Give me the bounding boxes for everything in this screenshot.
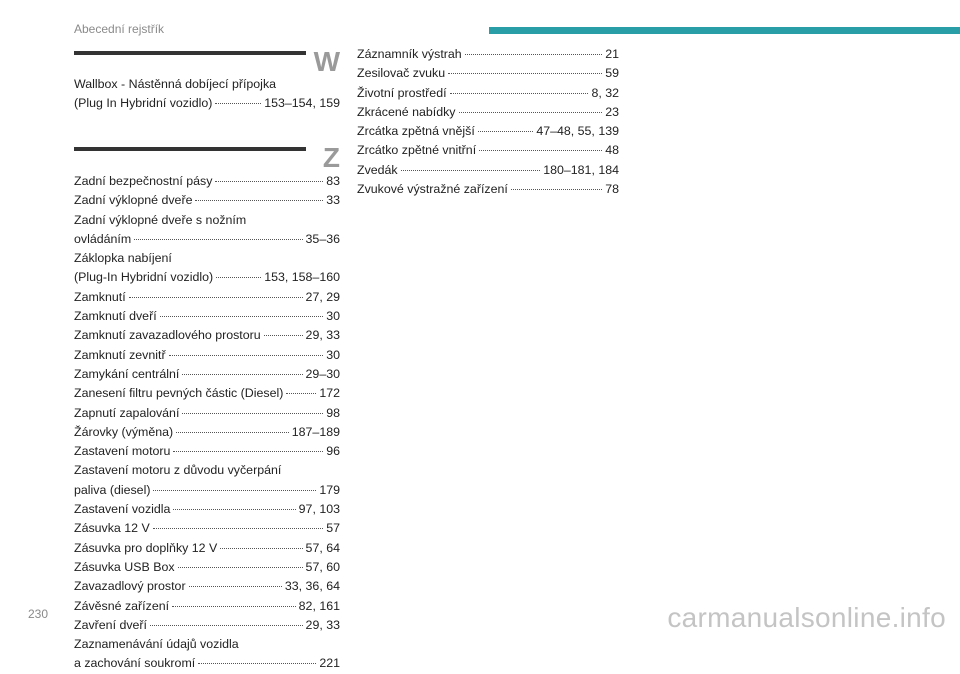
entry-text-line: Zastavení motoru z důvodu vyčerpání — [74, 463, 282, 478]
entry-last-line — [74, 326, 340, 345]
entry-term: (Plug-In Hybridní vozidlo) — [74, 270, 214, 285]
entry-last-line — [74, 442, 340, 461]
entry-term: Zavazadlový prostor — [74, 579, 186, 594]
entry-last-line — [74, 519, 340, 538]
entry-last-line — [74, 172, 340, 191]
entry-term: Zásuvka USB Box — [74, 559, 175, 574]
entry-term: Zastavení vozidla — [74, 502, 171, 517]
dot-leader — [479, 150, 602, 151]
dot-leader — [134, 239, 302, 240]
index-entry — [74, 191, 340, 210]
entry-last-line — [74, 481, 340, 500]
entry-pages: 83 — [326, 174, 340, 188]
dot-leader — [182, 413, 323, 414]
dot-leader — [176, 432, 289, 433]
entry-pages: 153–154, 159 — [264, 96, 340, 111]
entry-term: Zásuvka 12 V — [74, 521, 150, 536]
entry-pages: 153, 158–160 — [264, 270, 340, 285]
entry-last-line — [74, 191, 340, 210]
dot-leader — [182, 374, 302, 375]
entry-last-line — [74, 288, 340, 307]
dot-leader — [286, 393, 316, 394]
entry-term: Zapnutí zapalování — [74, 405, 180, 420]
entry-last-line — [74, 423, 340, 442]
entry-last-line — [357, 103, 619, 122]
entry-pages: 48 — [605, 143, 619, 158]
index-entry — [357, 64, 619, 83]
dot-leader — [220, 548, 302, 549]
dot-leader — [160, 316, 324, 317]
index-entry — [357, 161, 619, 180]
index-entry — [74, 577, 340, 596]
running-header-title: Abecední rejstřík — [74, 22, 165, 36]
section-rule — [74, 51, 306, 55]
entry-pages: 78 — [605, 182, 619, 197]
entry-term: Zamykání centrální — [74, 366, 180, 381]
entry-last-line — [357, 64, 619, 83]
entry-pages: 33 — [326, 193, 340, 208]
entry-last-line — [74, 268, 340, 287]
dot-leader — [401, 170, 541, 171]
entry-term: Závěsné zařízení — [74, 598, 170, 613]
dot-leader — [465, 54, 603, 55]
entry-last-line — [357, 161, 619, 180]
index-entry — [74, 346, 340, 365]
entry-last-line — [74, 616, 340, 635]
section-rule — [74, 147, 306, 151]
entry-pages: 179 — [319, 482, 340, 497]
entry-pages: 187–189 — [291, 424, 340, 439]
index-entry — [74, 211, 340, 250]
index-entry — [357, 180, 619, 199]
entry-pages: 57, 64 — [305, 540, 340, 555]
section-z-heading — [74, 142, 340, 175]
dot-leader — [478, 131, 534, 132]
index-entry — [74, 423, 340, 442]
index-entry — [357, 141, 619, 160]
entry-last-line — [74, 539, 340, 558]
dot-leader — [173, 451, 323, 452]
index-entry — [357, 103, 619, 122]
entry-last-line — [357, 180, 619, 199]
entry-pages: 180–181, 184 — [543, 162, 619, 177]
entry-last-line — [74, 307, 340, 326]
header-accent-bar — [489, 27, 960, 34]
section-z-entries — [74, 172, 340, 674]
dot-leader — [150, 625, 303, 626]
entry-pages: 172 — [319, 386, 340, 401]
entry-text-line: Zaznamenávání údajů vozidla — [74, 637, 239, 652]
entry-text-line: Záklopka nabíjení — [74, 251, 172, 266]
entry-pages: 29–30 — [305, 366, 340, 381]
entry-last-line — [357, 122, 619, 141]
entry-pages: 23 — [605, 104, 619, 119]
entry-pages: 27, 29 — [305, 289, 340, 304]
entry-last-line — [74, 346, 340, 365]
entry-last-line — [357, 141, 619, 160]
entry-term: Záznamník výstrah — [357, 47, 462, 61]
entry-pages: 29, 33 — [305, 617, 340, 632]
entry-term: Zrcátko zpětné vnitřní — [357, 143, 477, 158]
entry-pages: 221 — [319, 656, 340, 671]
index-entry — [74, 307, 340, 326]
index-entry — [74, 384, 340, 403]
index-entry — [74, 461, 340, 500]
dot-leader — [216, 277, 261, 278]
entry-term: (Plug In Hybridní vozidlo) — [74, 96, 213, 111]
entry-last-line — [74, 654, 340, 673]
index-entry — [74, 519, 340, 538]
entry-term: Zamknutí zevnitř — [74, 347, 166, 362]
dot-leader — [129, 297, 303, 298]
entry-last-line — [357, 45, 619, 64]
dot-leader — [195, 200, 323, 201]
entry-last-line — [74, 558, 340, 577]
dot-leader — [511, 189, 602, 190]
entry-term: Zrcátka zpětná vnější — [357, 124, 475, 139]
index-entry — [74, 249, 340, 288]
entry-last-line — [74, 597, 340, 616]
entry-last-line — [74, 500, 340, 519]
dot-leader — [153, 528, 323, 529]
entry-pages: 30 — [326, 309, 340, 324]
dot-leader — [153, 490, 316, 491]
entry-pages: 97, 103 — [298, 502, 340, 517]
entry-pages: 35–36 — [305, 231, 340, 246]
entry-last-line — [357, 84, 619, 103]
entry-last-line — [74, 384, 340, 403]
dot-leader — [264, 335, 303, 336]
entry-term: Zamknutí dveří — [74, 309, 157, 324]
index-entry — [74, 597, 340, 616]
index-entry — [74, 404, 340, 423]
index-entry — [74, 326, 340, 345]
dot-leader — [172, 606, 296, 607]
index-entry — [357, 45, 619, 64]
index-entry — [74, 75, 340, 114]
entry-pages: 8, 32 — [591, 85, 619, 100]
entry-pages: 82, 161 — [298, 598, 340, 613]
entry-term: Zesilovač zvuku — [357, 66, 446, 81]
index-entry — [74, 635, 340, 674]
entry-term: a zachování soukromí — [74, 656, 196, 671]
entry-pages: 21 — [605, 47, 619, 61]
dot-leader — [448, 73, 602, 74]
dot-leader — [215, 181, 323, 182]
page-number: 230 — [28, 607, 49, 621]
index-entry — [357, 84, 619, 103]
dot-leader — [169, 355, 324, 356]
index-entry — [357, 122, 619, 141]
section-z-entries-continued — [357, 45, 619, 199]
entry-term: Životní prostředí — [357, 85, 447, 100]
entry-last-line — [74, 365, 340, 384]
index-entry — [74, 558, 340, 577]
dot-leader — [459, 112, 603, 113]
entry-last-line — [74, 230, 340, 249]
section-letter: W — [313, 46, 340, 77]
entry-term: Žárovky (výměna) — [74, 424, 174, 439]
index-entry — [74, 539, 340, 558]
entry-term: ovládáním — [74, 231, 132, 246]
entry-term: Zamknutí — [74, 289, 126, 304]
entry-pages: 57, 60 — [305, 559, 340, 574]
index-entry — [74, 288, 340, 307]
entry-pages: 57 — [326, 521, 340, 536]
dot-leader — [450, 93, 589, 94]
index-entry — [74, 616, 340, 635]
entry-pages: 30 — [326, 347, 340, 362]
entry-term: Zadní výklopné dveře — [74, 193, 193, 208]
entry-pages: 33, 36, 64 — [284, 579, 340, 594]
entry-pages: 29, 33 — [305, 328, 340, 343]
entry-term: Zamknutí zavazadlového prostoru — [74, 328, 261, 343]
index-entry — [74, 172, 340, 191]
dot-leader — [198, 663, 316, 664]
index-entry — [74, 365, 340, 384]
watermark: carmanualsonline.info — [667, 602, 946, 633]
entry-term: Zásuvka pro doplňky 12 V — [74, 540, 218, 555]
entry-pages: 96 — [326, 444, 340, 459]
dot-leader — [173, 509, 295, 510]
entry-term: Zvukové výstražné zařízení — [357, 182, 508, 197]
entry-pages: 59 — [605, 66, 619, 81]
entry-text-line: Wallbox - Nástěnná dobíjecí přípojka — [74, 77, 277, 91]
entry-term: Zanesení filtru pevných částic (Diesel) — [74, 386, 284, 401]
section-letter: Z — [322, 142, 340, 173]
dot-leader — [189, 586, 282, 587]
dot-leader — [215, 103, 261, 104]
entry-term: Zvedák — [357, 162, 398, 177]
entry-last-line — [74, 577, 340, 596]
entry-last-line — [74, 404, 340, 423]
entry-term: Zastavení motoru — [74, 444, 171, 459]
entry-term: Zadní bezpečnostní pásy — [74, 174, 213, 188]
entry-text-line: Zadní výklopné dveře s nožním — [74, 212, 247, 227]
entry-pages: 47–48, 55, 139 — [536, 124, 619, 139]
dot-leader — [178, 567, 303, 568]
entry-term: Zkrácené nabídky — [357, 104, 456, 119]
section-w-entries — [74, 75, 340, 114]
entry-pages: 98 — [326, 405, 340, 420]
index-entry — [74, 442, 340, 461]
index-entry — [74, 500, 340, 519]
entry-term: paliva (diesel) — [74, 482, 151, 497]
entry-last-line — [74, 94, 340, 113]
entry-term: Zavření dveří — [74, 617, 147, 632]
